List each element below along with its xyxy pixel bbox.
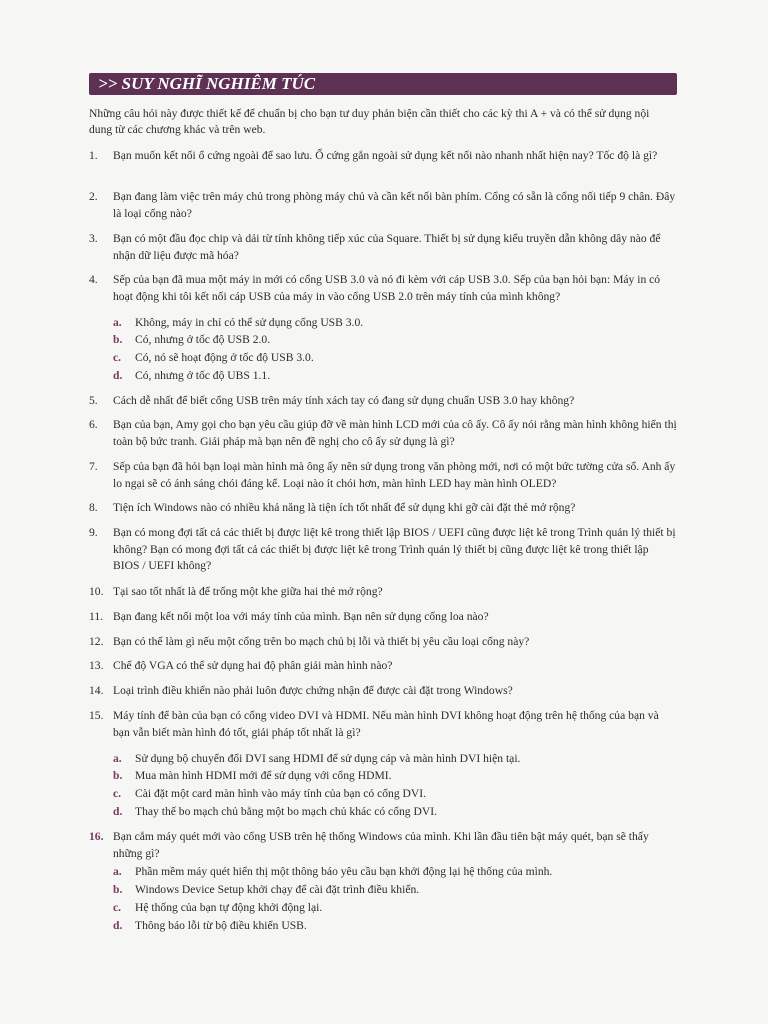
question-14 <box>89 683 677 700</box>
question-text: Bạn đang kết nối một loa với máy tính của mình. Bạn nên sử dụng cổng loa nào? <box>113 610 489 623</box>
option-letter: b. <box>113 883 123 896</box>
option-letter: c. <box>113 901 122 914</box>
question-text: Sếp của bạn đã mua một máy in mới có cổng USB 3.0 và nó đi kèm với cáp USB 3.0. Sếp của bạn hỏi bạn: Máy in có hoạt động khi tôi kết nối cáp USB của máy in vào cổng USB 2.0 trên máy tính của mình không? <box>113 273 661 303</box>
option-4c <box>113 350 673 366</box>
option-text: Phần mềm máy quét hiển thị một thông báo yêu cầu bạn khởi động lại hệ thống của mình. <box>135 865 553 878</box>
option-text: Cài đặt một card màn hình vào máy tính của bạn có cổng DVI. <box>135 787 427 800</box>
option-letter: a. <box>113 316 122 329</box>
option-15c <box>113 786 673 802</box>
question-number: 8. <box>89 501 98 514</box>
option-letter: c. <box>113 787 122 800</box>
question-text: Bạn có một đầu đọc chip và dải từ tính không tiếp xúc của Square. Thiết bị sử dụng kiểu truyền dẫn không dây nào để nhận dữ liệu được mã hóa? <box>113 232 661 262</box>
question-5 <box>89 393 677 410</box>
question-16 <box>89 829 677 862</box>
option-text: Không, máy in chỉ có thể sử dụng cổng USB 3.0. <box>135 316 364 329</box>
option-15d <box>113 804 673 820</box>
question-number: 5. <box>89 394 98 407</box>
question-number: 16. <box>89 830 104 843</box>
option-4d <box>113 368 673 384</box>
option-16d <box>113 918 673 934</box>
question-number: 4. <box>89 273 98 286</box>
option-letter: c. <box>113 351 122 364</box>
option-text: Windows Device Setup khởi chạy để cài đặt trình điều khiển. <box>135 883 420 896</box>
option-text: Có, nhưng ở tốc độ UBS 1.1. <box>135 369 271 382</box>
option-text: Thông báo lỗi từ bộ điều khiển USB. <box>135 919 307 932</box>
question-text: Bạn muốn kết nối ổ cứng ngoài để sao lưu. Ổ cứng gắn ngoài sử dụng kết nối nào nhanh nhất hiện nay? Tốc độ là gì? <box>113 149 658 162</box>
question-text: Tiện ích Windows nào có nhiều khả năng là tiện ích tốt nhất để sử dụng khi gỡ cài đặt thẻ mở rộng? <box>113 501 576 514</box>
question-number: 10. <box>89 585 104 598</box>
question-text: Cách dễ nhất để biết cổng USB trên máy tính xách tay có đang sử dụng chuẩn USB 3.0 hay không? <box>113 394 575 407</box>
question-number: 2. <box>89 190 98 203</box>
option-letter: d. <box>113 369 123 382</box>
question-11 <box>89 609 677 626</box>
option-4b <box>113 332 673 348</box>
question-text: Bạn có mong đợi tất cả các thiết bị được liệt kê trong thiết lập BIOS / UEFI cũng được liệt kê trong Trình quản lý thiết bị không? Bạn có mong đợi tất cả các thiết bị được liệt kê trong Trình quản lý thiết bị cũng được liệt kê trong thiết lập BIOS / UEFI không? <box>113 526 676 572</box>
option-letter: a. <box>113 752 122 765</box>
option-letter: d. <box>113 919 123 932</box>
question-2 <box>89 189 677 222</box>
question-8 <box>89 500 677 517</box>
question-number: 3. <box>89 232 98 245</box>
section-title: >> SUY NGHĨ NGHIÊM TÚC <box>98 74 316 93</box>
question-10 <box>89 584 677 601</box>
question-number: 1. <box>89 149 98 162</box>
question-6 <box>89 417 677 450</box>
option-letter: d. <box>113 805 123 818</box>
option-16c <box>113 900 673 916</box>
option-4a <box>113 315 673 331</box>
option-letter: a. <box>113 865 122 878</box>
question-text: Bạn của bạn, Amy gọi cho bạn yêu cầu giúp đỡ về màn hình LCD mới của cô ấy. Cô ấy nói rằng màn hình không hiển thị toàn bộ bức tranh. Giải pháp mà bạn nên đề nghị cho cô ấy sử dụng là gì? <box>113 418 677 448</box>
question-12 <box>89 634 677 651</box>
option-16b <box>113 882 673 898</box>
option-text: Có, nhưng ở tốc độ USB 2.0. <box>135 333 271 346</box>
question-text: Loại trình điều khiển nào phải luôn được chứng nhận để được cài đặt trong Windows? <box>113 684 513 697</box>
question-text: Bạn cắm máy quét mới vào cổng USB trên hệ thống Windows của mình. Khi lần đầu tiên bật máy quét, bạn sẽ thấy những gì? <box>113 830 649 860</box>
option-text: Hệ thống của bạn tự động khởi động lại. <box>135 901 323 914</box>
question-number: 15. <box>89 709 104 722</box>
question-text: Bạn có thể làm gì nếu một cổng trên bo mạch chủ bị lỗi và thiết bị yêu cầu loại cổng này? <box>113 635 530 648</box>
option-letter: b. <box>113 769 123 782</box>
option-text: Thay thế bo mạch chủ bằng một bo mạch chủ khác có cổng DVI. <box>135 805 437 818</box>
question-number: 9. <box>89 526 98 539</box>
option-letter: b. <box>113 333 123 346</box>
option-15a <box>113 751 673 767</box>
option-text: Có, nó sẽ hoạt động ở tốc độ USB 3.0. <box>135 351 314 364</box>
question-number: 6. <box>89 418 98 431</box>
question-9 <box>89 525 677 575</box>
question-13 <box>89 658 677 675</box>
question-1 <box>89 148 677 165</box>
option-16a <box>113 864 673 880</box>
question-7 <box>89 459 677 492</box>
question-3 <box>89 231 677 264</box>
question-number: 14. <box>89 684 104 697</box>
question-text: Sếp của bạn đã hỏi bạn loại màn hình mà ông ấy nên sử dụng trong văn phòng mới, nơi có một bức tường cửa sổ. Anh ấy lo ngại sẽ có ánh sáng chói đáng kể. Loại nào ít chói hơn, màn hình LED hay màn hình OLED? <box>113 460 676 490</box>
section-banner <box>89 73 677 95</box>
question-text: Máy tính để bàn của bạn có cổng video DVI và HDMI. Nếu màn hình DVI không hoạt động trên hệ thống của bạn và bạn vẫn biết màn hình đó tốt, giải pháp tốt nhất là gì? <box>113 709 659 739</box>
question-4 <box>89 272 677 305</box>
option-15b <box>113 768 673 784</box>
question-number: 13. <box>89 659 104 672</box>
question-number: 12. <box>89 635 104 648</box>
question-number: 7. <box>89 460 98 473</box>
question-15 <box>89 708 677 741</box>
option-text: Mua màn hình HDMI mới để sử dụng với cổng HDMI. <box>135 769 392 782</box>
option-text: Sử dụng bộ chuyển đổi DVI sang HDMI để sử dụng cáp và màn hình DVI hiện tại. <box>135 752 521 765</box>
intro-paragraph: Những câu hỏi này được thiết kế để chuẩn bị cho bạn tư duy phản biện cần thiết cho các kỳ thi A + và có thể sử dụng nội dung từ các chương khác và trên web. <box>89 107 650 136</box>
question-text: Bạn đang làm việc trên máy chủ trong phòng máy chủ và cần kết nối bàn phím. Cổng có sẵn là cổng nối tiếp 9 chân. Đây là loại cổng nào? <box>113 190 676 220</box>
question-text: Chế độ VGA có thể sử dụng hai độ phân giải màn hình nào? <box>113 659 393 672</box>
question-text: Tại sao tốt nhất là để trống một khe giữa hai thẻ mở rộng? <box>113 585 383 598</box>
question-number: 11. <box>89 610 104 623</box>
